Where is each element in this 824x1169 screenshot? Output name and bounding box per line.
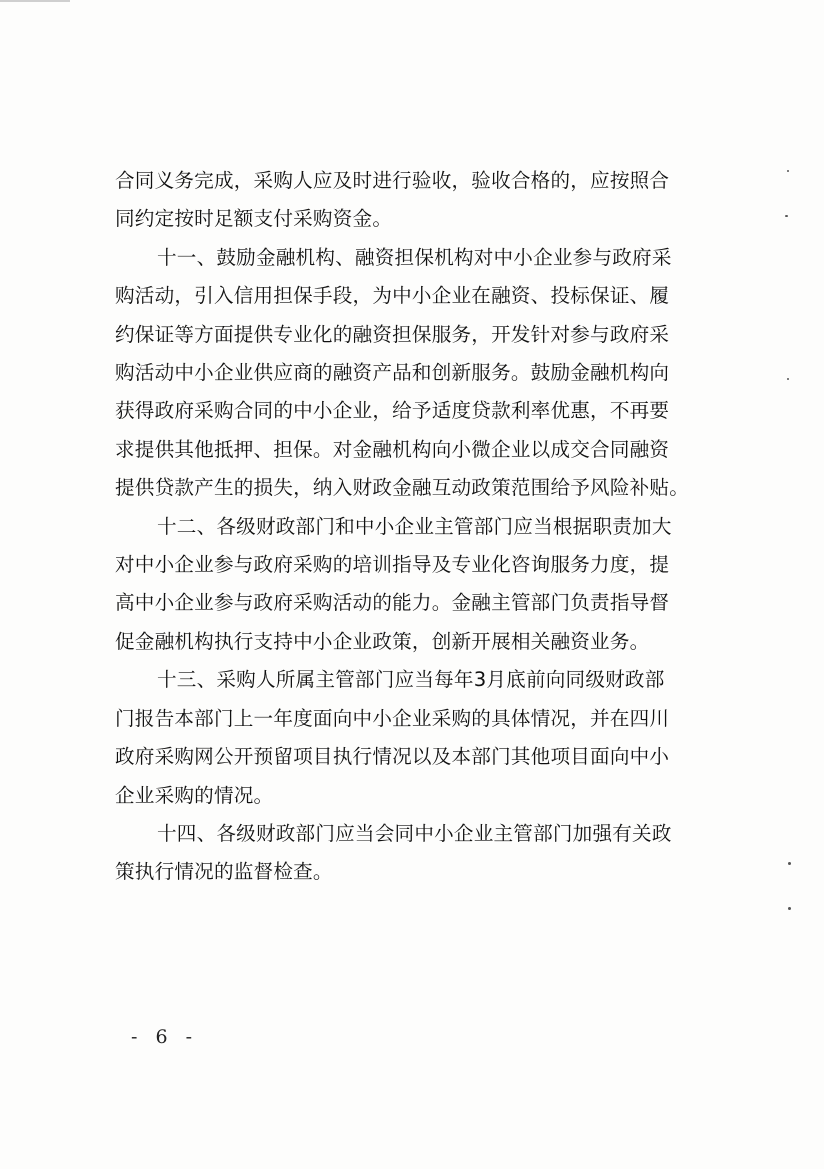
text-line: 策执行情况的监督检查。 xyxy=(115,860,333,884)
page-number: - 6 - xyxy=(131,1026,199,1048)
text-line: 门报告本部门上一年度面向中小企业采购的具体情况，并在四川 xyxy=(115,706,670,730)
text-line: 对中小企业参与政府采购的培训指导及专业化咨询服务力度，提 xyxy=(115,553,670,577)
paragraph-continuation xyxy=(115,162,715,239)
text-line: 购活动，引入信用担保手段，为中小企业在融资、投标保证、履 xyxy=(115,284,670,308)
paragraph-item-11 xyxy=(115,239,715,508)
text-line: 企业采购的情况。 xyxy=(115,783,274,807)
text-line: 购活动中小企业供应商的融资产品和创新服务。鼓励金融机构向 xyxy=(115,361,670,385)
text-line: 促金融机构执行支持中小企业政策，创新开展相关融资业务。 xyxy=(115,629,650,653)
text-line: 十四、各级财政部门应当会同中小企业主管部门加强有关政 xyxy=(157,821,672,845)
text-line: 十三、采购人所属主管部门应当每年3月底前向同级财政部 xyxy=(157,668,665,692)
text-line: 同约定按时足额支付采购资金。 xyxy=(115,207,393,231)
paragraph-item-13 xyxy=(115,661,715,815)
scan-speck xyxy=(787,378,789,380)
text-line: 十二、各级财政部门和中小企业主管部门应当根据职责加大 xyxy=(157,514,672,538)
scan-speck xyxy=(785,215,788,217)
scan-speck xyxy=(787,170,789,172)
text-line: 政府采购网公开预留项目执行情况以及本部门其他项目面向中小 xyxy=(115,745,670,769)
paragraph-item-14 xyxy=(115,815,715,892)
document-body xyxy=(115,162,715,892)
paragraph-item-12 xyxy=(115,508,715,662)
text-line: 高中小企业参与政府采购活动的能力。金融主管部门负责指导督 xyxy=(115,591,670,615)
scan-edge-mark xyxy=(0,0,70,2)
text-line: 提供贷款产生的损失，纳入财政金融互动政策范围给予风险补贴。 xyxy=(115,476,690,500)
scan-speck xyxy=(788,862,791,865)
text-line: 约保证等方面提供专业化的融资担保服务，开发针对参与政府采 xyxy=(115,322,670,346)
text-line: 求提供其他抵押、担保。对金融机构向小微企业以成交合同融资 xyxy=(115,437,670,461)
scan-speck xyxy=(788,907,791,910)
text-line: 十一、鼓励金融机构、融资担保机构对中小企业参与政府采 xyxy=(157,245,672,269)
text-line: 合同义务完成，采购人应及时进行验收，验收合格的，应按照合 xyxy=(115,169,670,192)
text-line: 获得政府采购合同的中小企业，给予适度贷款利率优惠，不再要 xyxy=(115,399,670,423)
